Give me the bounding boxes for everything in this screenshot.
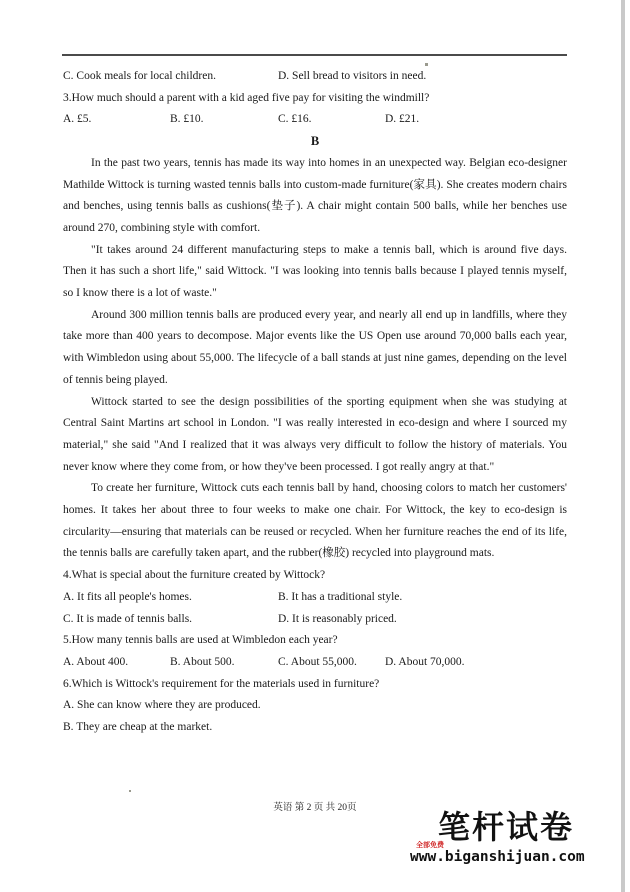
option-d: D. Sell bread to visitors in need. [278, 70, 427, 82]
option-c: C. About 55,000. [278, 655, 357, 668]
option-c: C. It is made of tennis balls. [63, 612, 193, 625]
watermark-free-tag: 全部免费 [416, 841, 444, 849]
question4-options-row-2 [63, 609, 567, 631]
scan-edge-shadow [621, 0, 625, 892]
page-footer: 英语 第 2 页 共 20页 [273, 803, 357, 813]
question3-options-row [63, 109, 567, 131]
passage-paragraph-2: "It takes around 24 different manufacturing steps to make a tennis ball, which is around five days. Then it has such a short life," said Wittock. "I was looking into tennis balls because I played tennis myself, so I know there is a lot of waste." [63, 243, 567, 300]
option-a: A. About 400. [63, 655, 129, 668]
watermark [410, 808, 594, 872]
watermark-url: www.biganshijuan.com [410, 849, 585, 865]
question4-text: 4.What is special about the furniture created by Wittock? [63, 569, 326, 582]
option-a: A. It fits all people's homes. [63, 590, 192, 603]
option-b: B. £10. [170, 113, 204, 126]
exam-content [63, 66, 567, 739]
passage-paragraph-4: Wittock started to see the design possibilities of the sporting equipment when she was studying at Central Saint Martins art school in London. "I was really interested in eco-design and where I sourced my material," she said "And I realized that it was always very difficult to follow the history of materials. You never know where they come from, or how they've been processed. I got really angry at that." [63, 395, 567, 473]
option-d: D. It is reasonably priced. [278, 612, 397, 625]
option-d: D. About 70,000. [385, 655, 465, 668]
question5-options-row [63, 652, 567, 674]
section-label: B [310, 134, 320, 149]
option-c: C. Cook meals for local children. [63, 70, 216, 82]
passage-paragraph-1: In the past two years, tennis has made its way into homes in an unexpected way. Belgian eco-designer Mathilde Wittock is turning wasted tennis balls into custom-made furniture(家具). She creates modern chairs and benches, using tennis balls as cushions(垫子). A chair might contain 500 balls, while her benches use around 270, combining style with comfort. [63, 156, 567, 234]
option-d: D. £21. [385, 113, 420, 126]
question6-text: 6.Which is Wittock's requirement for the materials used in furniture? [63, 677, 380, 690]
question2-options-row [63, 66, 567, 88]
option-b: B. It has a traditional style. [278, 590, 403, 603]
option-b: B. They are cheap at the market. [63, 721, 213, 734]
option-c: C. £16. [278, 113, 312, 126]
option-b: B. About 500. [170, 655, 235, 668]
watermark-brand: 笔杆试卷 [438, 808, 575, 846]
passage-paragraph-5: To create her furniture, Wittock cuts each tennis ball by hand, choosing colors to match her customers' homes. It takes her about three to four weeks to make one chair. For Wittock, the key to eco-design is circularity—ensuring that materials can be reused or recycled. When her furniture reaches the end of its life, the tennis balls are carefully taken apart, and the rubber(橡胶) recycled into playground mats. [63, 482, 567, 560]
option-a: A. £5. [63, 113, 92, 126]
scan-speck [129, 790, 131, 792]
question3-text: 3.How much should a parent with a kid aged five pay for visiting the windmill? [63, 91, 430, 104]
option-a: A. She can know where they are produced. [63, 699, 261, 712]
header-rule [62, 54, 567, 56]
question5-text: 5.How many tennis balls are used at Wimbledon each year? [63, 634, 338, 647]
passage-paragraph-3: Around 300 million tennis balls are produced every year, and nearly all end up in landfills, where they take more than 400 years to decompose. Major events like the US Open use around 70,000 balls each year, with Wimbledon using about 55,000. The lifecycle of a ball stands at just nine games, depending on the level of tennis being played. [63, 308, 567, 386]
question4-options-row-1 [63, 587, 567, 609]
